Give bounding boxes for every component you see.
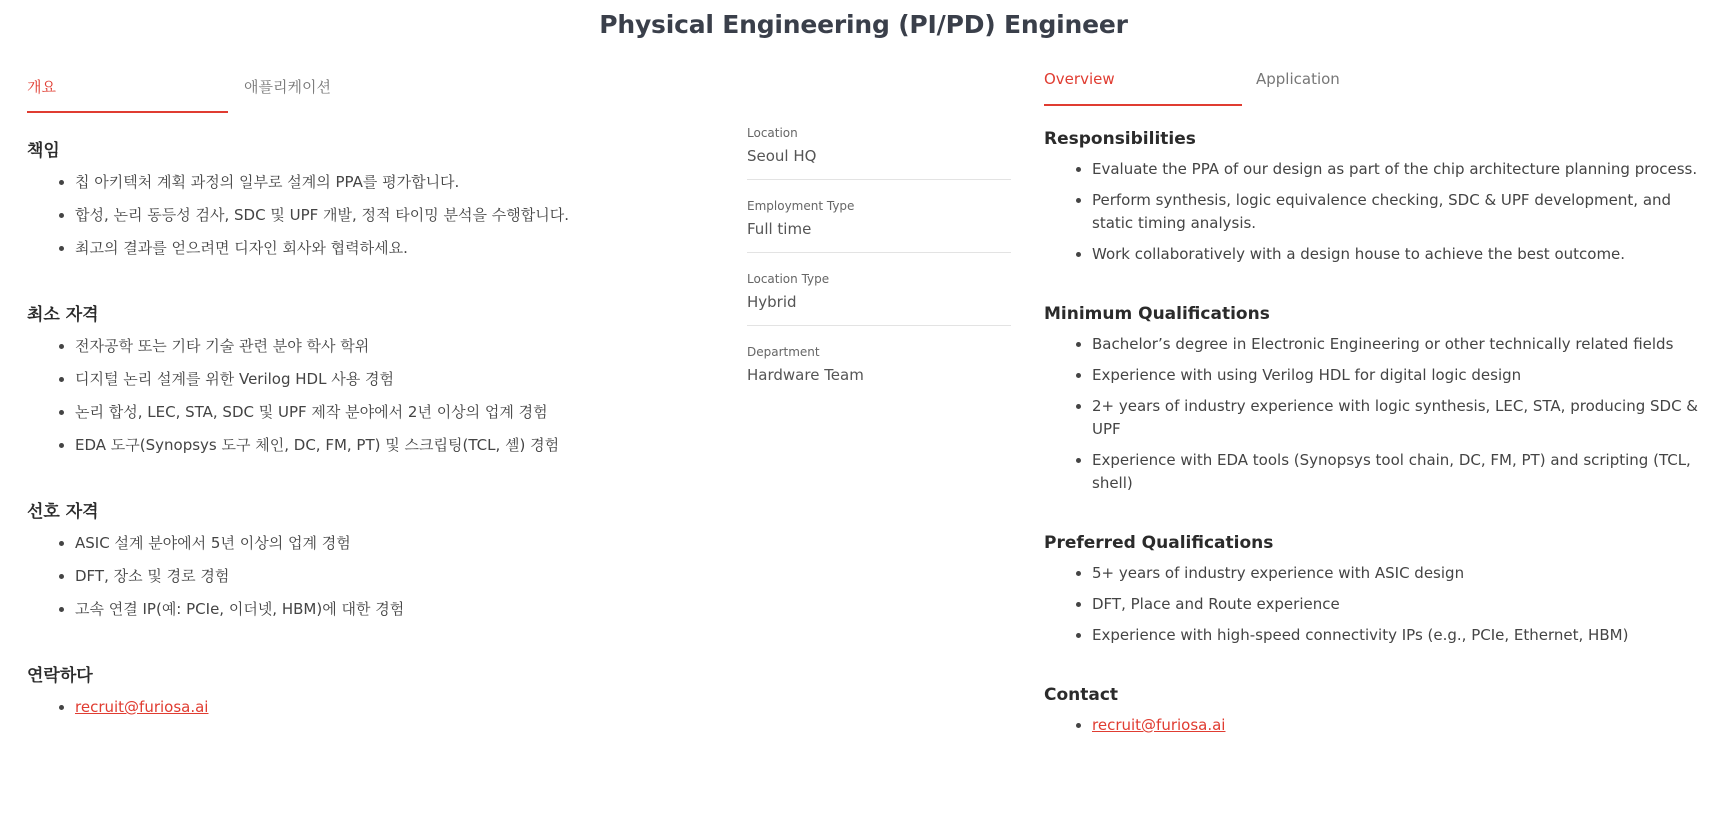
contact-email-link-ko[interactable]: recruit@furiosa.ai xyxy=(75,698,209,716)
list-item xyxy=(1092,714,1706,737)
section-heading: 선호 자격 xyxy=(27,502,99,522)
list-item: • Experience with high-speed connectivity IPs (e.g., PCIe, Ethernet, HBM) xyxy=(1092,624,1706,647)
list-item: • ASIC 설계 분야에서 5년 이상의 업계 경험 xyxy=(75,531,667,555)
minimum-qualifications-section-ko xyxy=(27,300,667,457)
section-heading: Contact xyxy=(1044,685,1119,705)
contact-email-link[interactable]: recruit@furiosa.ai xyxy=(1092,716,1226,734)
list-item: • 2+ years of industry experience with logic synthesis, LEC, STA, producing SDC & UPF xyxy=(1092,395,1706,441)
employment-type-field xyxy=(747,199,1011,253)
list-item: • 5+ years of industry experience with ASIC design xyxy=(1092,562,1706,585)
tab-application[interactable]: Application xyxy=(1256,70,1340,88)
tab-overview[interactable]: Overview xyxy=(1044,70,1115,88)
list-item: • Evaluate the PPA of our design as part of the chip architecture planning process. xyxy=(1092,158,1706,181)
ko-tab-bar xyxy=(27,76,331,97)
list-item: • EDA 도구(Synopsys 도구 체인, DC, FM, PT) 및 스크립팅(TCL, 셸) 경험 xyxy=(75,433,667,457)
location-type-value: Hybrid xyxy=(747,293,797,311)
responsibilities-section xyxy=(1044,129,1706,266)
location-field xyxy=(747,126,1011,180)
list-item: • 전자공학 또는 기타 기술 관련 분야 학사 학위 xyxy=(75,334,667,358)
preferred-qualifications-section xyxy=(1044,533,1706,647)
list-item: • DFT, 장소 및 경로 경험 xyxy=(75,564,667,588)
en-tab-bar xyxy=(1044,70,1340,88)
list-item: • Bachelor’s degree in Electronic Engineering or other technically related fields xyxy=(1092,333,1706,356)
responsibilities-section-ko xyxy=(27,136,667,260)
list-item: • 최고의 결과를 얻으려면 디자인 회사와 협력하세요. xyxy=(75,236,667,260)
list-item: • 합성, 논리 동등성 검사, SDC 및 UPF 개발, 정적 타이밍 분석을 수행합니다. xyxy=(75,203,667,227)
contact-section xyxy=(1044,685,1706,737)
page-title: Physical Engineering (PI/PD) Engineer xyxy=(599,10,1128,39)
department-label: Department xyxy=(747,345,820,359)
list-item: • Perform synthesis, logic equivalence checking, SDC & UPF development, and static timing analysis. xyxy=(1092,189,1706,235)
employment-type-label: Employment Type xyxy=(747,199,855,213)
list-item: • Experience with EDA tools (Synopsys tool chain, DC, FM, PT) and scripting (TCL, shell) xyxy=(1092,449,1706,495)
list-item: • Work collaboratively with a design house to achieve the best outcome. xyxy=(1092,243,1706,266)
section-heading: 연락하다 xyxy=(27,666,93,686)
location-type-field xyxy=(747,272,1011,326)
location-label: Location xyxy=(747,126,798,140)
section-heading: Preferred Qualifications xyxy=(1044,533,1274,553)
section-heading: 최소 자격 xyxy=(27,305,99,325)
ko-content xyxy=(27,136,667,759)
section-heading: 책임 xyxy=(27,141,60,161)
minimum-qualifications-section xyxy=(1044,304,1706,495)
employment-type-value: Full time xyxy=(747,220,812,238)
en-content xyxy=(1044,129,1706,775)
tab-overview-ko[interactable]: 개요 xyxy=(27,78,56,96)
list-item: • 디지털 논리 설계를 위한 Verilog HDL 사용 경험 xyxy=(75,367,667,391)
tab-application-ko[interactable]: 애플리케이션 xyxy=(244,78,331,96)
list-item xyxy=(75,695,667,719)
section-heading: Minimum Qualifications xyxy=(1044,304,1270,324)
department-field xyxy=(747,345,1011,398)
location-type-label: Location Type xyxy=(747,272,830,286)
preferred-qualifications-section-ko xyxy=(27,497,667,621)
list-item: • DFT, Place and Route experience xyxy=(1092,593,1706,616)
section-heading: Responsibilities xyxy=(1044,129,1196,149)
active-tab-indicator xyxy=(1044,104,1242,106)
active-tab-indicator-ko xyxy=(27,111,228,113)
list-item: • 논리 합성, LEC, STA, SDC 및 UPF 제작 분야에서 2년 이상의 업계 경험 xyxy=(75,400,667,424)
department-value: Hardware Team xyxy=(747,366,864,384)
list-item: • 칩 아키텍처 계획 과정의 일부로 설계의 PPA를 평가합니다. xyxy=(75,170,667,194)
job-metadata xyxy=(747,126,1011,417)
location-value: Seoul HQ xyxy=(747,147,817,165)
list-item: • Experience with using Verilog HDL for digital logic design xyxy=(1092,364,1706,387)
contact-section-ko xyxy=(27,661,667,719)
list-item: • 고속 연결 IP(예: PCIe, 이더넷, HBM)에 대한 경험 xyxy=(75,597,667,621)
